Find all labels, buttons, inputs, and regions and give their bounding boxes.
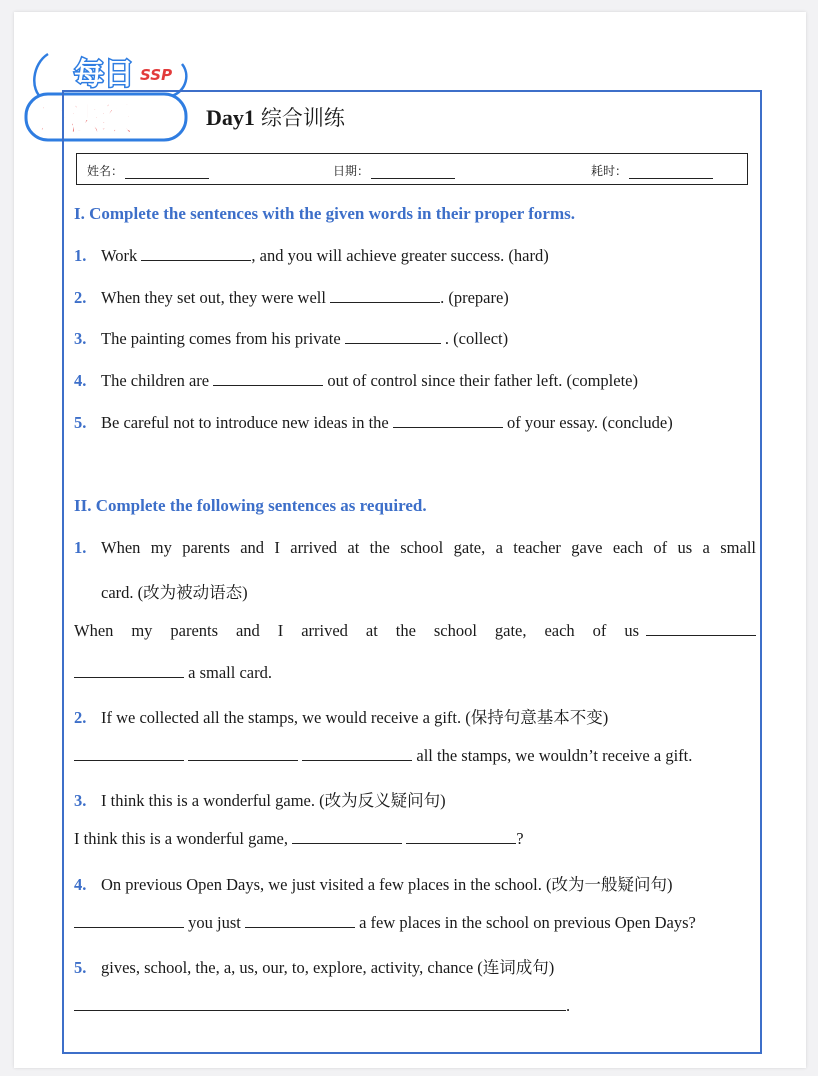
s1-question-5: 5. Be careful not to introduce new ideas in the of your essay. (conclude) (74, 413, 673, 432)
answer-blank[interactable] (292, 829, 402, 844)
s2-q1-answer-line1: When my parents and I arrived at the school gate, each of us (74, 621, 756, 641)
section-1-title: I. Complete the sentences with the given words in their proper forms. (74, 204, 575, 223)
answer-blank[interactable] (74, 996, 566, 1011)
s2-q1-line1: 1. When my parents and I arrived at the school gate, a teacher gave each of us a small (74, 538, 756, 557)
s2-question-4: 4. On previous Open Days, we just visited a few places in the school. (改为一般疑问句) (74, 875, 673, 894)
s2-q2-answer: all the stamps, we wouldn’t receive a gift. (74, 746, 692, 766)
page-title (206, 102, 345, 132)
day-subtitle: 综合训练 (260, 106, 345, 130)
answer-blank[interactable] (646, 621, 756, 636)
answer-blank[interactable] (345, 329, 441, 344)
logo-bottom-text: 语法纸 (36, 100, 133, 138)
s2-question-3: 3. I think this is a wonderful game. (改为反义疑问句) (74, 791, 446, 810)
s1-question-4: 4. The children are out of control since their father left. (complete) (74, 371, 638, 390)
s2-question-2: 2. If we collected all the stamps, we would receive a gift. (保持句意基本不变) (74, 708, 609, 727)
date-field[interactable]: 日期： (333, 162, 455, 179)
time-field[interactable]: 耗时： (591, 162, 713, 179)
day-label: Day1 (206, 105, 255, 130)
student-info-box (76, 153, 748, 185)
answer-blank[interactable] (245, 913, 355, 928)
section-2-title: II. Complete the following sentences as required. (74, 496, 427, 515)
s2-q3-answer: I think this is a wonderful game, ? (74, 829, 524, 848)
answer-blank[interactable] (302, 746, 412, 761)
s2-q1-line2: card. (改为被动语态) (101, 583, 248, 602)
s2-q4-answer: you just a few places in the school on previous Open Days? (74, 913, 696, 933)
name-field[interactable]: 姓名： (87, 162, 209, 179)
s2-q5-answer: . (74, 996, 570, 1016)
answer-blank[interactable] (393, 413, 503, 428)
s1-question-1: 1. Work , and you will achieve greater success. (hard) (74, 246, 549, 265)
s1-question-2: 2. When they set out, they were well . (prepare) (74, 288, 509, 307)
s1-question-3: 3. The painting comes from his private . (collect) (74, 329, 509, 348)
s2-q1-answer-line2: a small card. (74, 663, 272, 683)
answer-blank[interactable] (74, 746, 184, 761)
answer-blank[interactable] (141, 246, 251, 261)
logo-badge-text: SSP (140, 66, 173, 84)
answer-blank[interactable] (74, 663, 184, 678)
answer-blank[interactable] (406, 829, 516, 844)
answer-blank[interactable] (213, 371, 323, 386)
logo-top-text: 每日 (74, 57, 134, 92)
s2-question-5: 5. gives, school, the, a, us, our, to, explore, activity, chance (连词成句) (74, 958, 555, 977)
answer-blank[interactable] (330, 288, 440, 303)
answer-blank[interactable] (188, 746, 298, 761)
content-frame (62, 90, 762, 1054)
answer-blank[interactable] (74, 913, 184, 928)
